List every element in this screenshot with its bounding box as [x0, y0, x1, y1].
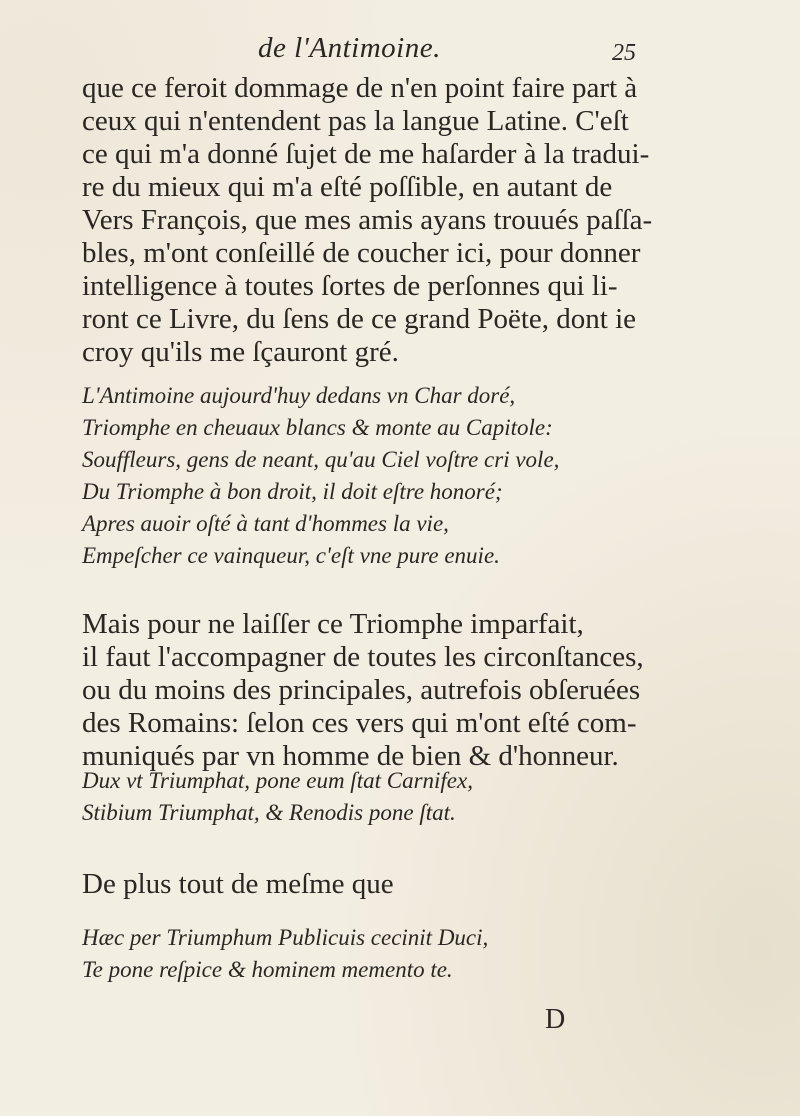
text-line: ou du moins des principales, autrefois obſeruées [82, 674, 641, 706]
catchword: D [545, 1004, 566, 1035]
text-line: des Romains: ſelon ces vers qui m'ont eſté com- [82, 707, 637, 739]
verse-latin-2 [82, 922, 742, 986]
text-line: De plus tout de meſme que [82, 868, 394, 900]
verse-french [82, 380, 742, 572]
text-line: Mais pour ne laiſſer ce Triomphe imparfait, [82, 608, 584, 640]
verse-latin-1 [82, 765, 742, 829]
text-line: Vers François, que mes amis ayans trouués paſſa- [82, 204, 653, 236]
text-line: muniqués par vn homme de bien & d'honneur. [82, 740, 619, 772]
text-line: ceux qui n'entendent pas la langue Latine. C'eſt [82, 105, 629, 137]
text-line: intelligence à toutes ſortes de perſonnes qui li- [82, 270, 618, 302]
text-line: croy qu'ils me ſçauront gré. [82, 336, 399, 368]
verse-line: Te pone reſpice & hominem memento te. [82, 957, 453, 982]
text-line: bles, m'ont conſeillé de coucher ici, pour donner [82, 237, 641, 269]
page-number: 25 [612, 40, 636, 66]
paragraph-intro [82, 72, 742, 369]
running-head [0, 28, 800, 68]
verse-line: Stibium Triumphat, & Renodis pone ſtat. [82, 800, 456, 825]
verse-line: Apres auoir oſté à tant d'hommes la vie, [82, 511, 449, 536]
text-line: re du mieux qui m'a eſté poſſible, en autant de [82, 171, 613, 203]
text-line: il faut l'accompagner de toutes les circonſtances, [82, 641, 644, 673]
verse-line: Dux vt Triumphat, pone eum ſtat Carnifex, [82, 768, 473, 793]
text-line: que ce feroit dommage de n'en point faire part à [82, 72, 638, 104]
verse-line: Souffleurs, gens de neant, qu'au Ciel voſtre cri vole, [82, 447, 560, 472]
verse-line: L'Antimoine aujourd'huy dedans vn Char doré, [82, 383, 516, 408]
verse-line: Triomphe en cheuaux blancs & monte au Capitole: [82, 415, 553, 440]
paragraph-triumph [82, 608, 742, 773]
running-title: de l'Antimoine. [258, 32, 441, 64]
text-line: ce qui m'a donné ſujet de me haſarder à la tradui- [82, 138, 650, 170]
verse-line: Du Triomphe à bon droit, il doit eſtre honoré; [82, 479, 503, 504]
text-line: ront ce Livre, du ſens de ce grand Poëte, dont ie [82, 303, 637, 335]
paragraph-transition [82, 868, 742, 901]
verse-line: Hæc per Triumphum Publicuis cecinit Duci, [82, 925, 489, 950]
verse-line: Empeſcher ce vainqueur, c'eſt vne pure enuie. [82, 543, 500, 568]
